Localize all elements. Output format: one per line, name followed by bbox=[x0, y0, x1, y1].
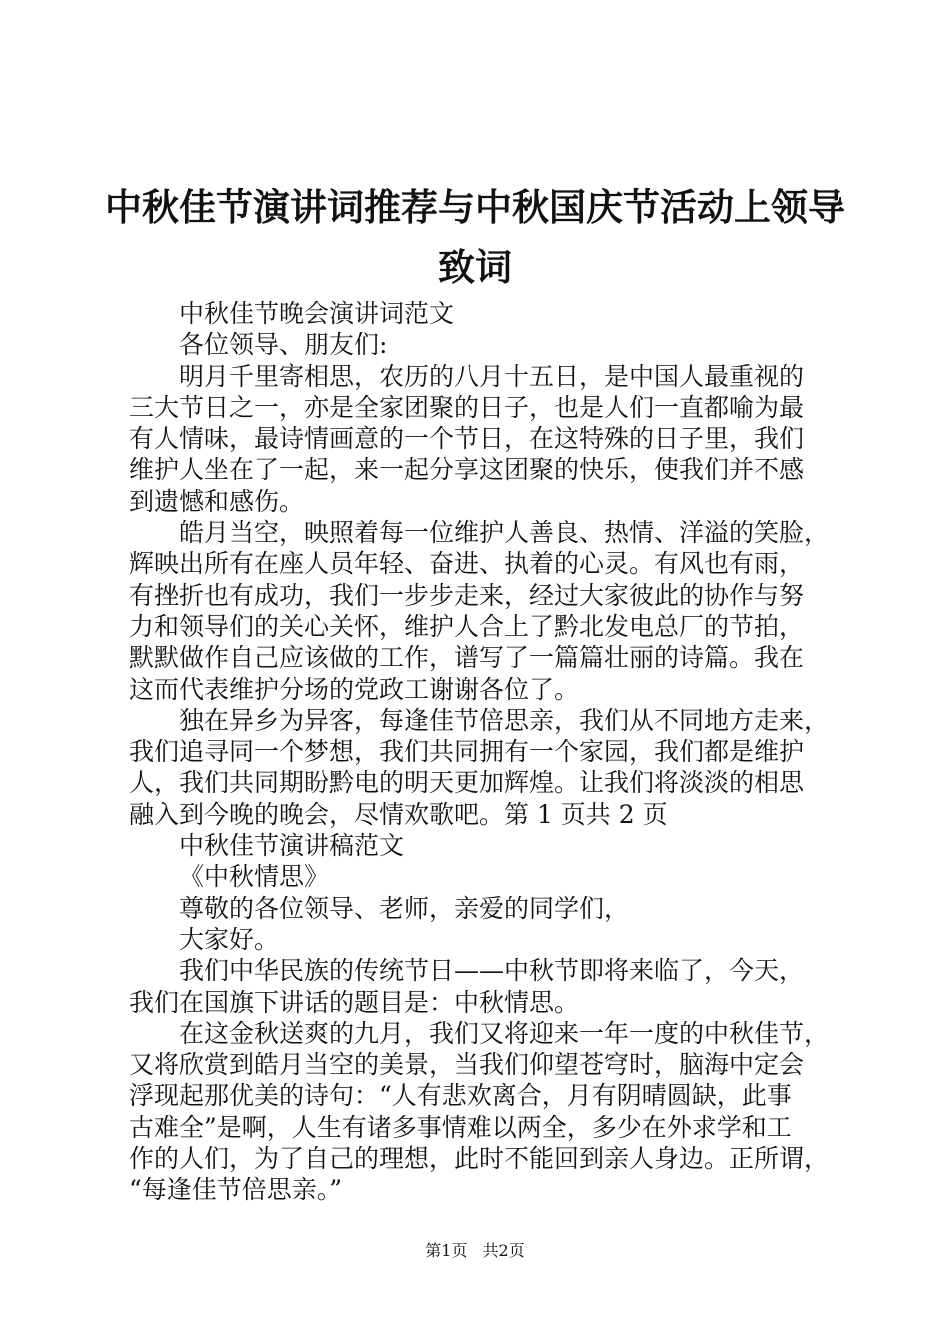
document-title-line-2: 致词 bbox=[438, 246, 512, 289]
body-line: 三大节日之一，亦是全家团聚的日子，也是人们一直都喻为最 bbox=[129, 392, 805, 422]
body-line: 古难全”是啊，人生有诸多事情难以两全，多少在外求学和工 bbox=[129, 1112, 792, 1142]
body-line: 尊敬的各位领导、老师，亲爱的同学们， bbox=[179, 893, 630, 923]
page-total: 共2页 bbox=[482, 1241, 525, 1260]
body-line: 各位领导、朋友们: bbox=[179, 330, 388, 360]
body-line: 中秋佳节演讲稿范文 bbox=[179, 831, 405, 861]
body-line: 中秋佳节晚会演讲词范文 bbox=[179, 299, 455, 328]
body-line: 《中秋情思》 bbox=[179, 862, 330, 892]
body-line: “每逢佳节倍思亲。” bbox=[129, 1175, 343, 1205]
body-line: 又将欣赏到皓月当空的美景，当我们仰望苍穹时，脑海中定会 bbox=[129, 1050, 805, 1080]
body-line: 到遗憾和感伤。 bbox=[129, 486, 305, 516]
body-line: 皓月当空，映照着每一位维护人善良、热情、洋溢的笑脸， bbox=[179, 518, 830, 548]
body-line: 融入到今晚的晚会，尽情欢歌吧。第 1 页共 2 页 bbox=[129, 799, 668, 829]
body-line: 辉映出所有在座人员年轻、奋进、执着的心灵。有风也有雨， bbox=[129, 549, 805, 579]
document-body bbox=[129, 298, 839, 1206]
body-line: 大家好。 bbox=[179, 924, 280, 954]
body-line: 浮现起那优美的诗句：“人有悲欢离合，月有阴晴圆缺，此事 bbox=[129, 1081, 792, 1111]
body-line: 默默做作自己应该做的工作，谱写了一篇篇壮丽的诗篇。我在 bbox=[129, 643, 805, 673]
page-footer bbox=[0, 1241, 950, 1261]
body-line: 我们中华民族的传统节日——中秋节即将来临了，今天， bbox=[179, 956, 805, 986]
body-line: 维护人坐在了一起，来一起分享这团聚的快乐，使我们并不感 bbox=[129, 455, 805, 485]
body-line: 有挫折也有成功，我们一步步走来，经过大家彼此的协作与努 bbox=[129, 580, 805, 610]
body-line: 我们追寻同一个梦想，我们共同拥有一个家园，我们都是维护 bbox=[129, 737, 805, 767]
body-line: 独在异乡为异客，每逢佳节倍思亲，我们从不同地方走来， bbox=[179, 705, 830, 735]
body-line: 人，我们共同期盼黔电的明天更加辉煌。让我们将淡淡的相思 bbox=[129, 768, 805, 798]
body-line: 在这金秋送爽的九月，我们又将迎来一年一度的中秋佳节， bbox=[179, 1018, 830, 1048]
body-line: 力和领导们的关心关怀，维护人合上了黔北发电总厂的节拍， bbox=[129, 611, 805, 641]
body-line: 我们在国旗下讲话的题目是：中秋情思。 bbox=[129, 987, 580, 1017]
body-line: 作的人们，为了自己的理想，此时不能回到亲人身边。正所谓， bbox=[129, 1144, 830, 1174]
body-line: 有人情味，最诗情画意的一个节日，在这特殊的日子里，我们 bbox=[129, 424, 805, 454]
page-number: 第1页 bbox=[425, 1241, 468, 1260]
document-title-line-1: 中秋佳节演讲词推荐与中秋国庆节活动上领导 bbox=[105, 186, 845, 229]
body-line: 这而代表维护分场的党政工谢谢各位了。 bbox=[129, 674, 580, 704]
body-line: 明月千里寄相思，农历的八月十五日，是中国人最重视的 bbox=[179, 361, 805, 391]
